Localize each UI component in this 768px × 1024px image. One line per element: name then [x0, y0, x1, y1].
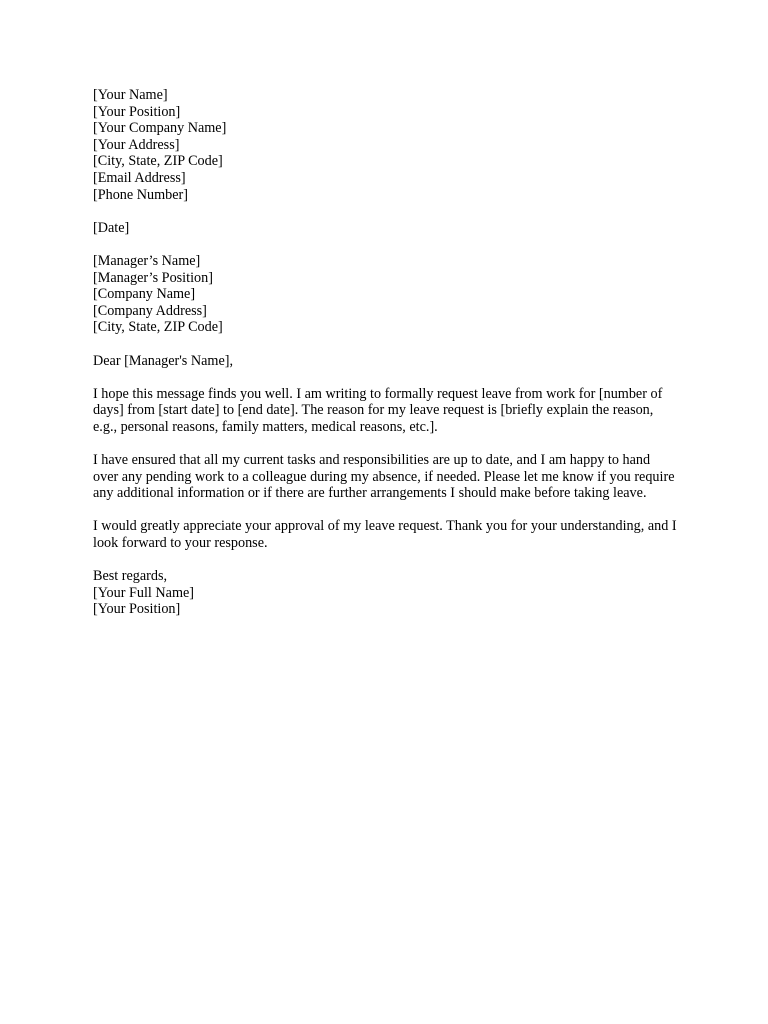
closing-block [93, 568, 678, 618]
recipient-address: [Company Address] [93, 302, 207, 319]
sign-off: Best regards, [93, 568, 168, 585]
recipient-position: [Manager’s Position] [93, 269, 213, 286]
sender-city-state-zip: [City, State, ZIP Code] [93, 153, 223, 170]
recipient-block [93, 253, 678, 336]
recipient-company: [Company Name] [93, 286, 196, 303]
date-block [93, 220, 678, 237]
letter-date: [Date] [93, 219, 130, 236]
sender-email: [Email Address] [93, 169, 186, 186]
sender-name: [Your Name] [93, 87, 168, 103]
sender-company: [Your Company Name] [93, 120, 227, 137]
signer-position: [Your Position] [93, 601, 181, 618]
sender-position: [Your Position] [93, 103, 181, 120]
sender-address: [Your Address] [93, 136, 180, 153]
letter [93, 87, 678, 635]
signer-full-name: [Your Full Name] [93, 584, 195, 601]
recipient-city-state-zip: [City, State, ZIP Code] [93, 319, 223, 336]
body-paragraph-1: I hope this message finds you well. I am writing to formally request leave from work for [number of days] from [start date] to [end date]. The reason for my leave request is [briefly explain the reason, e.g., personal reasons, family matters, medical reasons, etc.]. [93, 385, 663, 435]
recipient-name: [Manager’s Name] [93, 252, 201, 269]
sender-block [93, 87, 678, 203]
body-paragraph-3: I would greatly appreciate your approval of my leave request. Thank you for your understanding, and I look forward to your response. [93, 518, 677, 552]
sender-phone: [Phone Number] [93, 186, 188, 203]
body-paragraph-2: I have ensured that all my current tasks and responsibilities are up to date, and I am happy to hand over any pending work to a colleague during my absence, if needed. Please let me know if you require any additional information or if there are further arrangements I should make before taking leave. [93, 452, 675, 502]
salutation: Dear [Manager's Name], [93, 352, 234, 369]
